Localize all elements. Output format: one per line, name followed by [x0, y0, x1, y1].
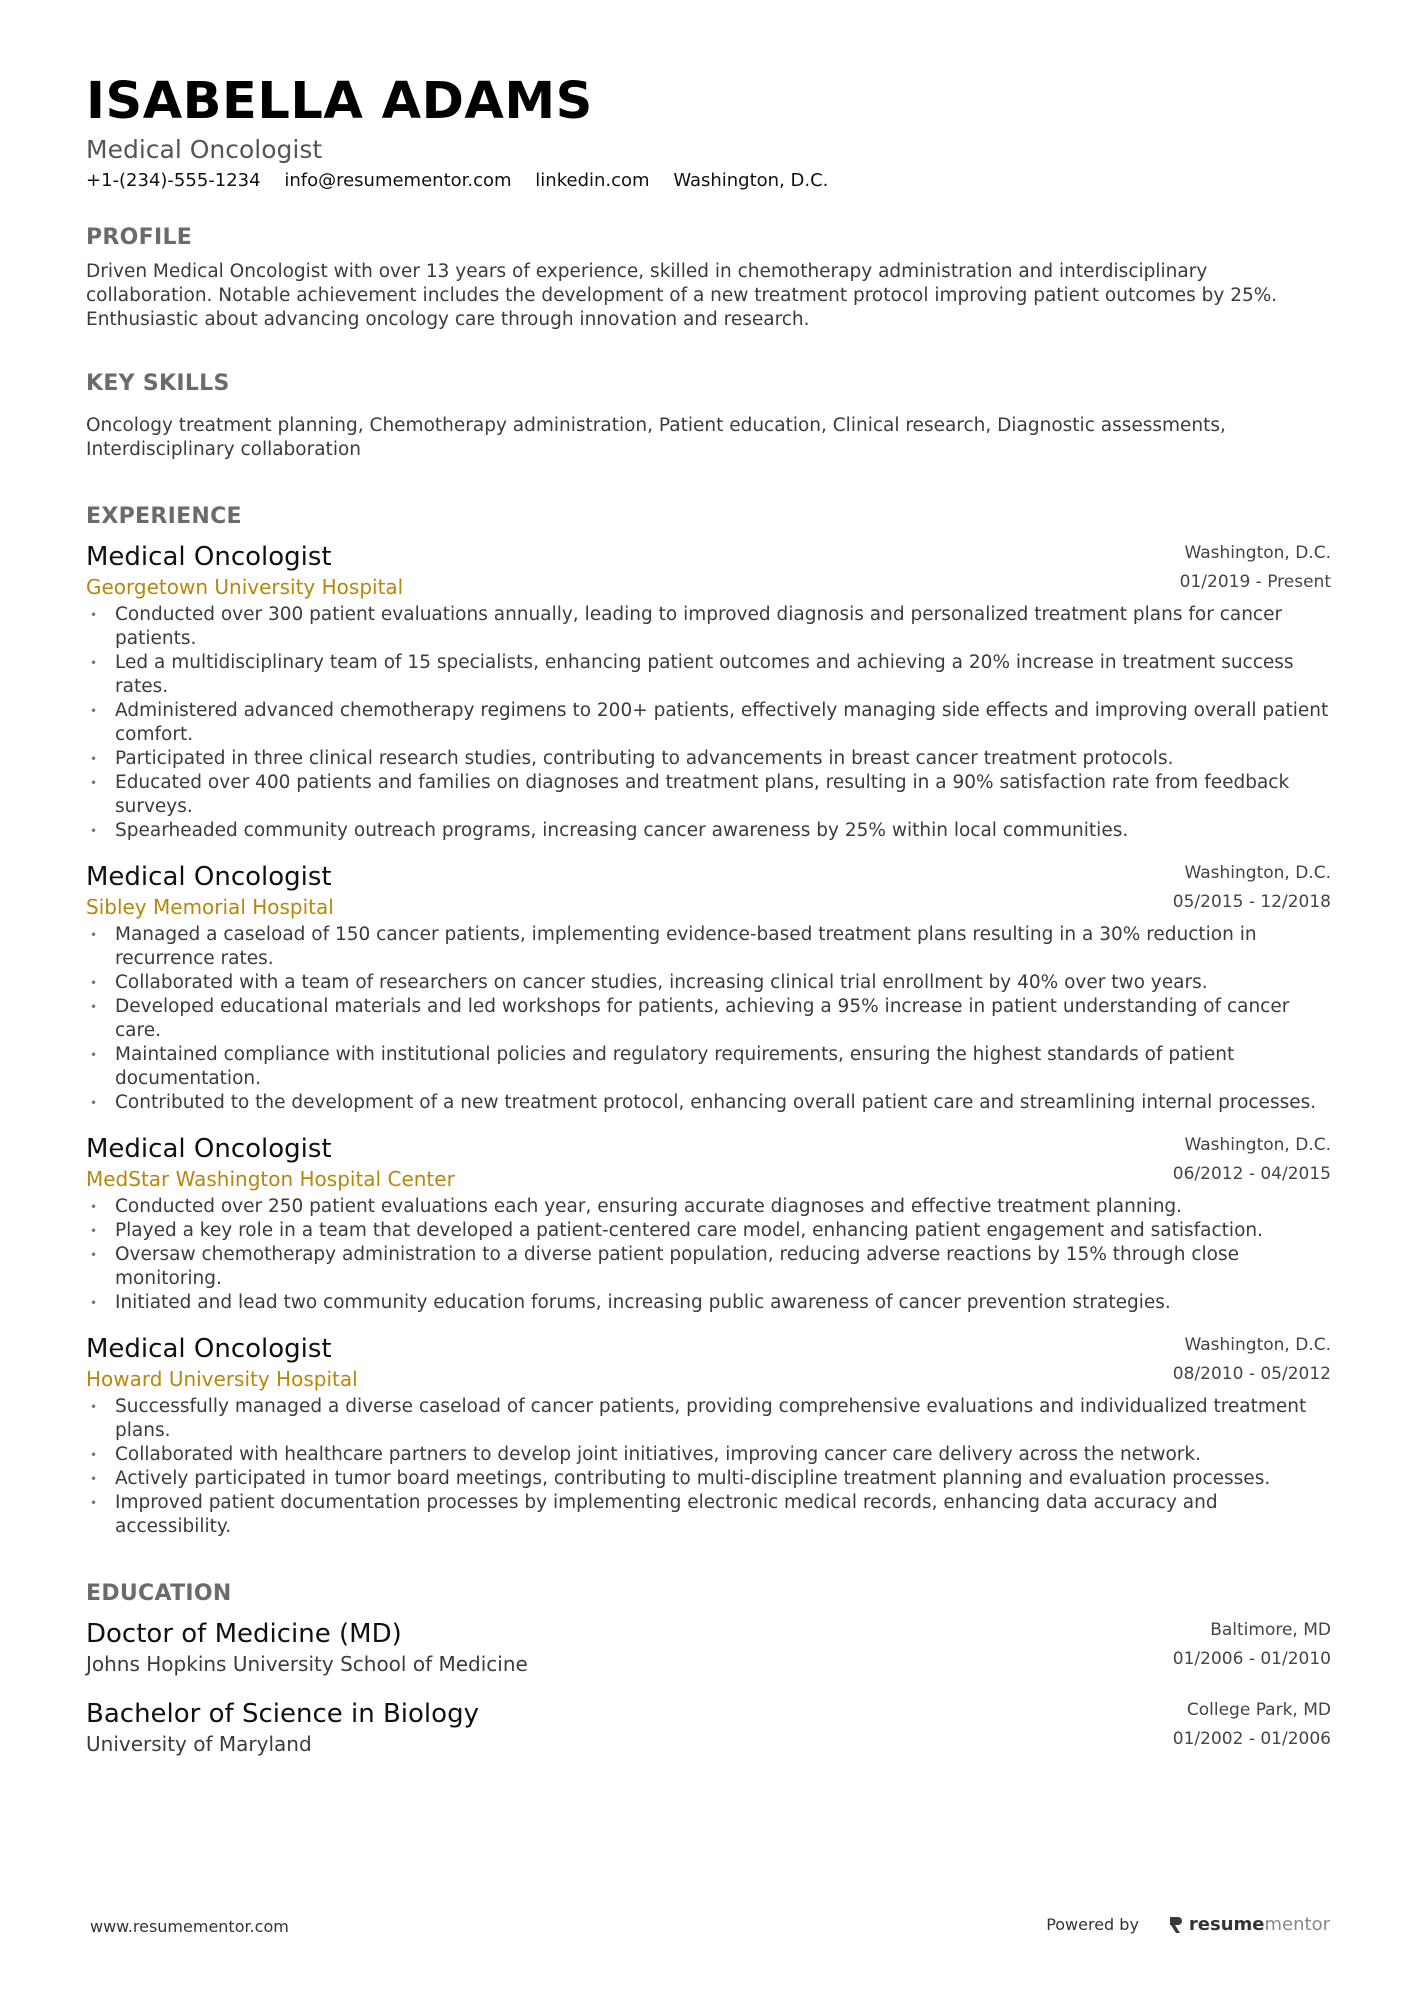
job-bullets	[86, 1195, 1331, 1315]
job-bullet: • Participated in three clinical research studies, contributing to advancements in breast cancer treatment protocols.	[86, 747, 1331, 771]
job-location: Washington, D.C.	[1184, 543, 1331, 563]
job-title: Medical Oncologist	[86, 1134, 332, 1164]
job-bullet: • Conducted over 300 patient evaluations annually, leading to improved diagnosis and personalized treatment plans for cancer patients.	[86, 603, 1331, 651]
job-bullet: • Oversaw chemotherapy administration to a diverse patient population, reducing adverse reactions by 15% through close monitoring.	[86, 1243, 1331, 1291]
skills-heading: KEY SKILLS	[86, 371, 230, 396]
job-bullet: • Conducted over 250 patient evaluations each year, ensuring accurate diagnoses and effective treatment planning.	[86, 1195, 1331, 1219]
job-bullet: • Developed educational materials and led workshops for patients, achieving a 95% increase in patient understanding of cancer care.	[86, 995, 1331, 1043]
job-dates: 05/2015 - 12/2018	[1172, 892, 1331, 912]
job-bullet: • Collaborated with healthcare partners to develop joint initiatives, improving cancer care delivery across the network.	[86, 1443, 1331, 1467]
powered-by-label: Powered by	[1046, 1915, 1139, 1934]
powered-by	[1046, 1914, 1330, 1935]
job-bullet: • Led a multidisciplinary team of 15 specialists, enhancing patient outcomes and achieving a 20% increase in treatment success rates.	[86, 651, 1331, 699]
footer-url[interactable]: www.resumementor.com	[90, 1917, 289, 1936]
resume-page	[86, 72, 1331, 1760]
page-footer	[90, 1912, 1330, 1942]
profile-text: Driven Medical Oncologist with over 13 years of experience, skilled in chemotherapy administration and interdisciplinary collaboration. Notable achievement includes the development of a new treatment protocol improving patient outcomes by 25%. Enthusiastic about advancing oncology care through innovation and research.	[86, 261, 1278, 330]
contact-email[interactable]: info@resumementor.com	[284, 170, 512, 191]
job-bullet: • Managed a caseload of 150 cancer patients, implementing evidence-based treatment plans resulting in a 30% reduction in recurrence rates.	[86, 923, 1331, 971]
job-dates: 06/2012 - 04/2015	[1172, 1164, 1331, 1184]
job-bullet: • Improved patient documentation processes by implementing electronic medical records, enhancing data accuracy and accessibility.	[86, 1491, 1331, 1539]
education-dates: 01/2002 - 01/2006	[1172, 1729, 1331, 1749]
job-bullet: • Contributed to the development of a new treatment protocol, enhancing overall patient care and streamlining internal processes.	[86, 1091, 1331, 1115]
education-location: Baltimore, MD	[1210, 1620, 1331, 1640]
skills-text: Oncology treatment planning, Chemotherapy administration, Patient education, Clinical research, Diagnostic assessments, Interdisciplinary collaboration	[86, 415, 1226, 460]
job-entry	[86, 541, 1331, 843]
job-company: Howard University Hospital	[86, 1367, 358, 1391]
job-entry	[86, 1133, 1331, 1315]
education-entry	[86, 1698, 1331, 1760]
resume-header	[86, 72, 1331, 194]
job-bullet: • Actively participated in tumor board meetings, contributing to multi-discipline treatment planning and evaluation processes.	[86, 1467, 1331, 1491]
skills-section	[86, 371, 1331, 462]
education-section	[86, 1581, 1331, 1760]
profile-section	[86, 225, 1331, 332]
contact-line	[86, 168, 1331, 194]
job-dates: 08/2010 - 05/2012	[1172, 1364, 1331, 1384]
candidate-name: ISABELLA ADAMS	[86, 72, 593, 131]
job-bullets	[86, 923, 1331, 1115]
job-company: MedStar Washington Hospital Center	[86, 1167, 455, 1191]
job-bullet: • Played a key role in a team that developed a patient-centered care model, enhancing patient engagement and satisfaction.	[86, 1219, 1331, 1243]
experience-heading: EXPERIENCE	[86, 504, 242, 529]
job-bullet: • Collaborated with a team of researchers on cancer studies, increasing clinical trial enrollment by 40% over two years.	[86, 971, 1331, 995]
job-bullet: • Successfully managed a diverse caseload of cancer patients, providing comprehensive evaluations and individualized treatment plans.	[86, 1395, 1331, 1443]
education-location: College Park, MD	[1186, 1700, 1331, 1720]
job-company: Sibley Memorial Hospital	[86, 895, 334, 919]
brand-name[interactable]: resumementor	[1188, 1914, 1330, 1935]
job-bullets	[86, 1395, 1331, 1539]
job-location: Washington, D.C.	[1184, 863, 1331, 883]
resumementor-logo-icon	[1169, 1916, 1183, 1934]
job-bullet: • Administered advanced chemotherapy regimens to 200+ patients, effectively managing side effects and improving overall patient comfort.	[86, 699, 1331, 747]
profile-heading: PROFILE	[86, 225, 193, 250]
education-entry	[86, 1618, 1331, 1680]
experience-section	[86, 504, 1331, 1539]
education-heading: EDUCATION	[86, 1581, 232, 1606]
education-degree: Doctor of Medicine (MD)	[86, 1619, 402, 1649]
education-school: University of Maryland	[86, 1732, 312, 1756]
job-company: Georgetown University Hospital	[86, 575, 404, 599]
job-entry	[86, 1333, 1331, 1539]
job-bullet: • Maintained compliance with institutional policies and regulatory requirements, ensuring the highest standards of patient documentation.	[86, 1043, 1331, 1091]
job-bullet: • Educated over 400 patients and families on diagnoses and treatment plans, resulting in a 90% satisfaction rate from feedback surveys.	[86, 771, 1331, 819]
job-bullets	[86, 603, 1331, 843]
job-entry	[86, 861, 1331, 1115]
contact-location: Washington, D.C.	[673, 170, 829, 191]
job-location: Washington, D.C.	[1184, 1135, 1331, 1155]
education-degree: Bachelor of Science in Biology	[86, 1699, 479, 1729]
contact-linkedin[interactable]: linkedin.com	[535, 170, 650, 191]
candidate-title: Medical Oncologist	[86, 135, 323, 164]
job-location: Washington, D.C.	[1184, 1335, 1331, 1355]
education-dates: 01/2006 - 01/2010	[1172, 1649, 1331, 1669]
job-bullet: • Initiated and lead two community education forums, increasing public awareness of cancer prevention strategies.	[86, 1291, 1331, 1315]
job-dates: 01/2019 - Present	[1179, 572, 1331, 592]
job-title: Medical Oncologist	[86, 542, 332, 572]
job-bullet: • Spearheaded community outreach programs, increasing cancer awareness by 25% within local communities.	[86, 819, 1331, 843]
education-school: Johns Hopkins University School of Medicine	[86, 1652, 528, 1676]
job-title: Medical Oncologist	[86, 862, 332, 892]
job-title: Medical Oncologist	[86, 1334, 332, 1364]
contact-phone: +1-(234)-555-1234	[86, 170, 261, 191]
